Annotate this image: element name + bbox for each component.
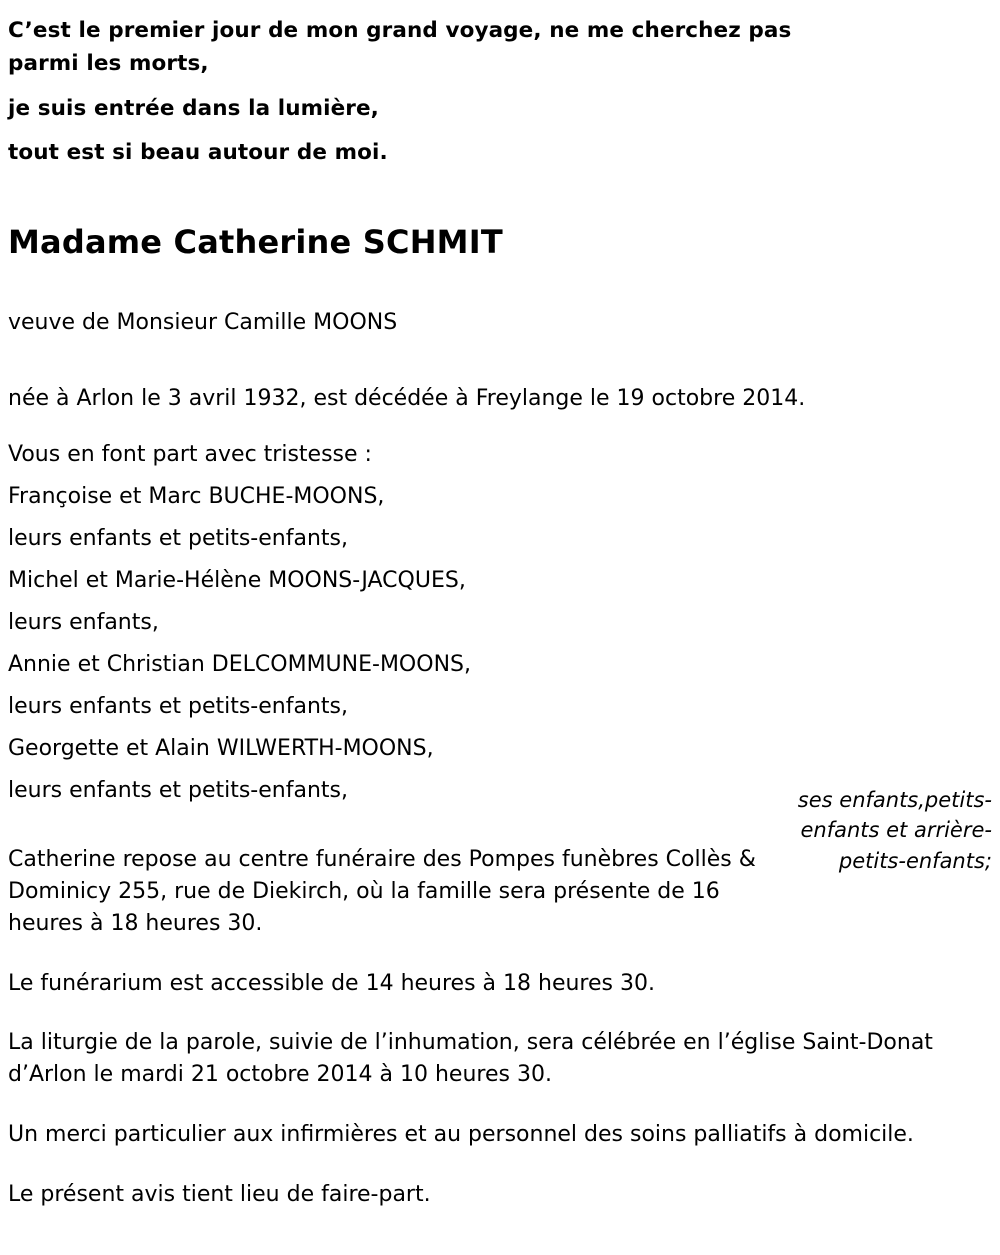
- family-list: [8, 483, 992, 803]
- epigraph-line-1: C’est le premier jour de mon grand voyage, ne me cherchez pas: [8, 18, 792, 43]
- thanks-paragraph: Un merci particulier aux infirmières et au personnel des soins palliatifs à domicile.: [8, 1122, 914, 1148]
- funeral-home-paragraph: Catherine repose au centre funéraire des Pompes funèbres Collès & Dominicy 255, rue de Diekirch, où la famille sera présente de 16 heures à 18 heures 30.: [8, 846, 756, 936]
- family-line: leurs enfants et petits-enfants,: [8, 777, 348, 803]
- notice-in-lieu-paragraph: Le présent avis tient lieu de faire-part.: [8, 1182, 431, 1208]
- birth-death-line: née à Arlon le 3 avril 1932, est décédée à Freylange le 19 octobre 2014.: [8, 386, 806, 412]
- family-line: leurs enfants,: [8, 609, 159, 635]
- funerarium-hours-paragraph: Le funérarium est accessible de 14 heures à 18 heures 30.: [8, 970, 655, 996]
- epigraph-line-3: je suis entrée dans la lumière,: [8, 95, 379, 121]
- family-line: leurs enfants et petits-enfants,: [8, 525, 348, 551]
- family-relation-note: ses enfants,petits-enfants et arrière-petits-enfants;: [797, 788, 992, 873]
- family-line: Françoise et Marc BUCHE-MOONS,: [8, 483, 385, 509]
- family-line: leurs enfants et petits-enfants,: [8, 693, 348, 719]
- deceased-name: Madame Catherine SCHMIT: [8, 223, 503, 262]
- epigraph-line-2: parmi les morts,: [8, 51, 209, 77]
- epigraph-line-4: tout est si beau autour de moi.: [8, 139, 388, 165]
- announcement-intro: Vous en font part avec tristesse :: [8, 441, 372, 467]
- liturgy-paragraph: La liturgie de la parole, suivie de l’inhumation, sera célébrée en l’église Saint-Donat d’Arlon le mardi 21 octobre 2014 à 10 heures 30.: [8, 1030, 933, 1088]
- family-line: Annie et Christian DELCOMMUNE-MOONS,: [8, 651, 471, 677]
- spouse-line: veuve de Monsieur Camille MOONS: [8, 309, 398, 335]
- family-line: Michel et Marie-Hélène MOONS-JACQUES,: [8, 567, 466, 593]
- family-line: Georgette et Alain WILWERTH-MOONS,: [8, 735, 434, 761]
- epigraph: [8, 14, 992, 169]
